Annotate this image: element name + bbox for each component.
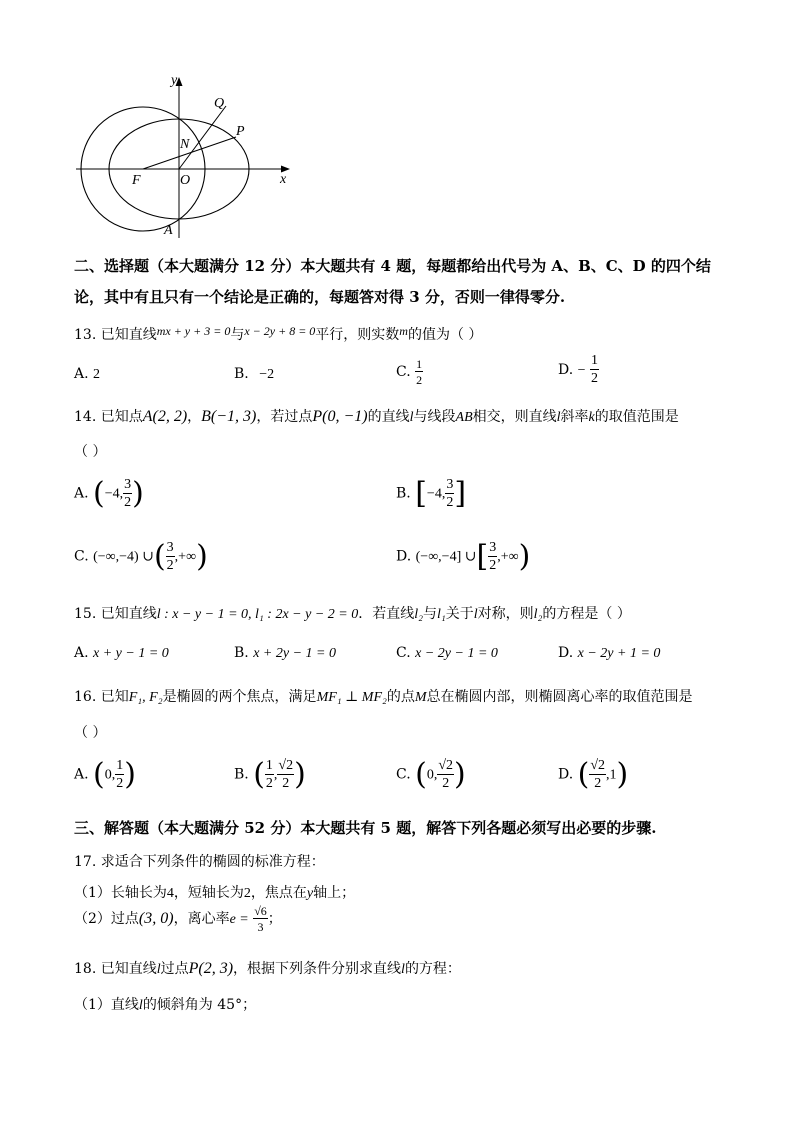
q13-variable: m [399,324,408,338]
q14-point-b: B(−1, 3) [201,408,257,425]
q17-p2-text-b: ，离心率 [173,911,230,927]
q14-option-a-value: −4, [104,486,124,502]
q15-l: l [473,607,478,622]
q15-text-3: 与 [423,606,437,622]
q14-point-a: A(2, 2) [142,408,188,425]
q16-option-c: C. (0, $\frac{√2}{2}$ ) [396,757,466,792]
q13-number: 13. [74,327,97,343]
q14-text-4: 与线段 [413,409,456,425]
q16-foci: F₁, F₂ [128,690,163,705]
label-p: P [236,124,245,139]
label-a: A [164,223,173,238]
q16-option-a-label: A. [74,766,89,783]
q16-option-c-value: 0, [426,767,438,783]
q14-paren: （ ） [74,444,107,460]
q17-p1-axis: y [306,886,314,901]
q16-number: 16. [74,689,97,705]
q15-text-6: 的方程是（ ） [542,606,631,622]
q15-l1: l₁ [437,607,446,622]
q14-a-denominator: 2 [124,494,132,510]
segment-f-p [143,137,236,169]
q16-c-denominator: 2 [442,775,450,791]
q16-option-b-label: B. [234,766,249,783]
q14-option-d-value: (−∞,−4] ∪ [415,549,477,565]
q14-option-a-label: A. [74,485,89,502]
ellipse-circle-figure [70,70,300,245]
q15-option-b-value: x + 2y − 1 = 0 [253,646,336,661]
q13-text-2: 与 [230,327,245,343]
q13-c-numerator: 1 [416,357,423,371]
q14-option-d-tail: ,+∞ [497,549,519,565]
q15-option-d-label: D. [558,645,574,661]
section-2-heading-line2: 论，其中有且只有一个结论是正确的，每题答对得 3 分，否则一律得零分. [74,288,566,306]
q16-option-a-fraction [115,759,124,791]
q16-a-numerator: 1 [116,757,124,773]
q14-b-denominator: 2 [446,494,454,510]
q18-p1-line: l [138,998,143,1013]
label-y: y [171,73,178,88]
q16-option-d-label: D. [558,766,574,783]
q17-p2-fraction [253,905,268,933]
question-17 [74,851,325,871]
q15-text-2: ．若直线 [358,606,415,622]
q14-slope-k: k [588,410,595,425]
q13-text-1: 已知直线 [100,327,157,343]
q15-option-a-label: A. [74,645,89,661]
q14-d-numerator: 3 [489,539,497,555]
q17-part-1 [74,882,355,902]
q15-text-4: 关于 [445,606,474,622]
q13-option-b-value: −2 [259,367,275,382]
question-14 [74,406,679,426]
q14-c-denominator: 2 [166,557,174,573]
q13-option-b [234,366,274,383]
q16-option-d-tail: ,1 [606,767,617,783]
q16-text-1: 已知 [100,689,129,705]
q15-option-c-label: C. [396,645,411,661]
q18-part-1 [74,994,256,1014]
question-15 [74,603,631,623]
q14-option-c: C. (−∞,−4) ∪( $\frac{3}{2}$ ,+∞) [74,539,208,574]
q16-option-c-label: C. [396,766,411,783]
q16-d-numerator: √2 [590,757,606,773]
q14-option-d: D. (−∞,−4] ∪[ $\frac{3}{2}$ ,+∞) [396,539,531,574]
q14-text-5: 相交，则直线 [472,409,557,425]
q18-line-l: l [156,962,161,977]
question-16 [74,686,693,706]
q16-option-c-fraction [437,759,454,791]
q18-number: 18. [74,961,97,977]
q13-option-c [396,358,423,386]
q15-option-b-label: B. [234,645,249,661]
q16-b-numerator-1: 1 [265,757,273,773]
q17-p2-denominator: 3 [257,920,264,934]
question-18 [74,958,461,978]
label-q: Q [214,96,225,111]
q13-text-3: 平行，则实数 [315,327,400,343]
q16-option-b: B. ( $\frac{1}{2}$ , $\frac{√2}{2}$ ) [234,757,306,792]
q13-option-b-label: B. [234,366,249,382]
q17-text: 求适合下列条件的椭圆的标准方程： [100,854,325,870]
q16-text-3: 的点 [386,689,415,705]
q16-perpendicular: MF₁ ⊥ MF₂ [316,690,387,705]
q17-part-2 [74,905,282,933]
q13-option-a-label: A. [74,366,89,382]
q17-number: 17. [74,854,97,870]
section-2-heading-line1: 二、选择题（本大题满分 12 分）本大题共有 4 题，每题都给出代号为 A、B、C、D 的四个结 [74,257,711,275]
q14-segment-ab: AB [455,410,473,425]
q17-p1-minor: 2 [243,886,251,901]
q15-text-1: 已知直线 [100,606,157,622]
q15-option-d-value: x − 2y + 1 = 0 [577,646,661,661]
q16-b-numerator-2: √2 [278,757,294,773]
q14-option-b-fraction [445,478,454,510]
q17-p2-text-c: ； [267,911,282,927]
q13-option-d [558,354,599,386]
q16-paren: （ ） [74,725,107,741]
q15-l2-b: l₂ [533,607,543,622]
label-x: x [280,172,287,187]
q15-option-b [234,645,336,662]
q13-option-d-label: D. [558,362,574,378]
q13-option-d-sign: − [577,363,586,378]
q17-p1-text-b: ，短轴长为 [173,885,244,901]
q14-text-2: ，若过点 [256,409,313,425]
q16-d-denominator: 2 [594,775,602,791]
q13-equation-1: mx + y + 3 = 0 [156,324,231,338]
q14-option-a: A. (−4, $\frac{3}{2}$ ) [74,476,144,511]
q14-text-1: 已知点 [100,409,143,425]
q17-p1-text-d: 轴上； [313,885,356,901]
q14-text-6: 斜率 [560,409,589,425]
q16-option-b-fraction-2 [277,759,294,791]
q16-text-2: 是椭圆的两个焦点，满足 [162,689,317,705]
q14-option-c-value: (−∞,−4) ∪ [93,549,154,565]
label-f: F [132,173,141,188]
q17-p2-text-a: （2）过点 [74,911,139,927]
q14-option-d-fraction [488,541,497,573]
q13-d-numerator: 1 [591,353,598,368]
q18-point: P(2, 3) [188,960,234,977]
q14-option-a-fraction [123,478,132,510]
q13-option-c-label: C. [396,364,411,380]
q17-p1-text-c: ，焦点在 [250,885,307,901]
q15-number: 15. [74,606,97,622]
q14-option-d-label: D. [396,548,412,565]
q14-option-b-label: B. [396,485,411,502]
label-o: O [180,173,191,188]
q15-option-d [558,645,660,662]
q14-option-c-label: C. [74,548,89,565]
q16-option-b-fraction-1 [265,759,274,791]
q14-text-7: 的取值范围是 [594,409,679,425]
q14-d-denominator: 2 [489,557,497,573]
q14-line-l: l [409,410,414,425]
q15-text-5: 对称，则 [477,606,534,622]
q13-option-d-fraction [590,354,599,386]
q16-b-denominator-2: 2 [282,775,290,791]
question-13 [74,324,482,344]
q18-text-1: 已知直线 [100,961,157,977]
q18-line-l-2: l [401,962,405,977]
q14-option-b: B. [−4, $\frac{3}{2}$ ] [396,476,467,511]
q13-d-denominator: 2 [591,371,598,386]
q13-c-denominator: 2 [416,373,423,387]
q18-text-3: ，根据下列条件分别求直线 [233,961,402,977]
q16-a-denominator: 2 [116,775,124,791]
q14-c-numerator: 3 [166,539,174,555]
q15-l2: l₂ [414,607,423,622]
q17-p2-e: e = [229,912,249,927]
q14-option-c-fraction [166,541,175,573]
q16-option-a-value: 0, [104,767,116,783]
q16-text-4: 总在椭圆内部，则椭圆离心率的取值范围是 [426,689,693,705]
q15-option-c-value: x − 2y − 1 = 0 [415,646,498,661]
q14-sep: ， [187,409,202,425]
q14-a-numerator: 3 [124,476,132,492]
q14-number: 14. [74,409,97,425]
q15-option-a-value: x + y − 1 = 0 [93,646,169,661]
q13-option-a [74,366,100,383]
q16-b-denominator-1: 2 [265,775,273,791]
section-3-heading: 三、解答题（本大题满分 52 分）本大题共有 5 题，解答下列各题必须写出必要的步骤. [74,819,657,837]
q14-option-b-value: −4, [426,486,446,502]
q13-equation-2: x − 2y + 8 = 0 [244,324,316,338]
q16-option-d: D. ( $\frac{√2}{2}$ ,1) [558,757,629,792]
q18-p1-text-b: 的倾斜角为 45°； [142,997,257,1013]
q18-text-4: 的方程： [404,961,461,977]
q18-text-2: 过点 [160,961,189,977]
q17-p2-point: (3, 0) [138,910,174,927]
q13-option-a-value: 2 [93,367,101,382]
q14-option-c-tail: ,+∞ [174,549,197,565]
q17-p1-text-a: （1）长轴长为 [74,885,167,901]
q13-option-c-fraction [415,358,423,386]
q17-p2-numerator: √6 [254,904,267,918]
q16-c-numerator: √2 [438,757,454,773]
q15-option-a [74,645,169,662]
q13-text-4: 的值为（ ） [407,327,483,343]
q14-line-l-2: l [556,410,561,425]
q15-equations: l : x − y − 1 = 0, l₁ : 2x − y − 2 = 0 [156,607,359,622]
q14-point-p: P(0, −1) [312,408,368,425]
q17-p1-major: 4 [166,886,174,901]
q15-option-c [396,645,498,662]
q16-option-a: A. (0, $\frac{1}{2}$ ) [74,757,136,792]
label-n: N [180,137,190,152]
q14-b-numerator: 3 [446,476,454,492]
q18-p1-text-a: （1）直线 [74,997,139,1013]
q16-option-d-fraction [589,759,606,791]
q16-point-m: M [414,690,427,705]
q14-text-3: 的直线 [367,409,410,425]
